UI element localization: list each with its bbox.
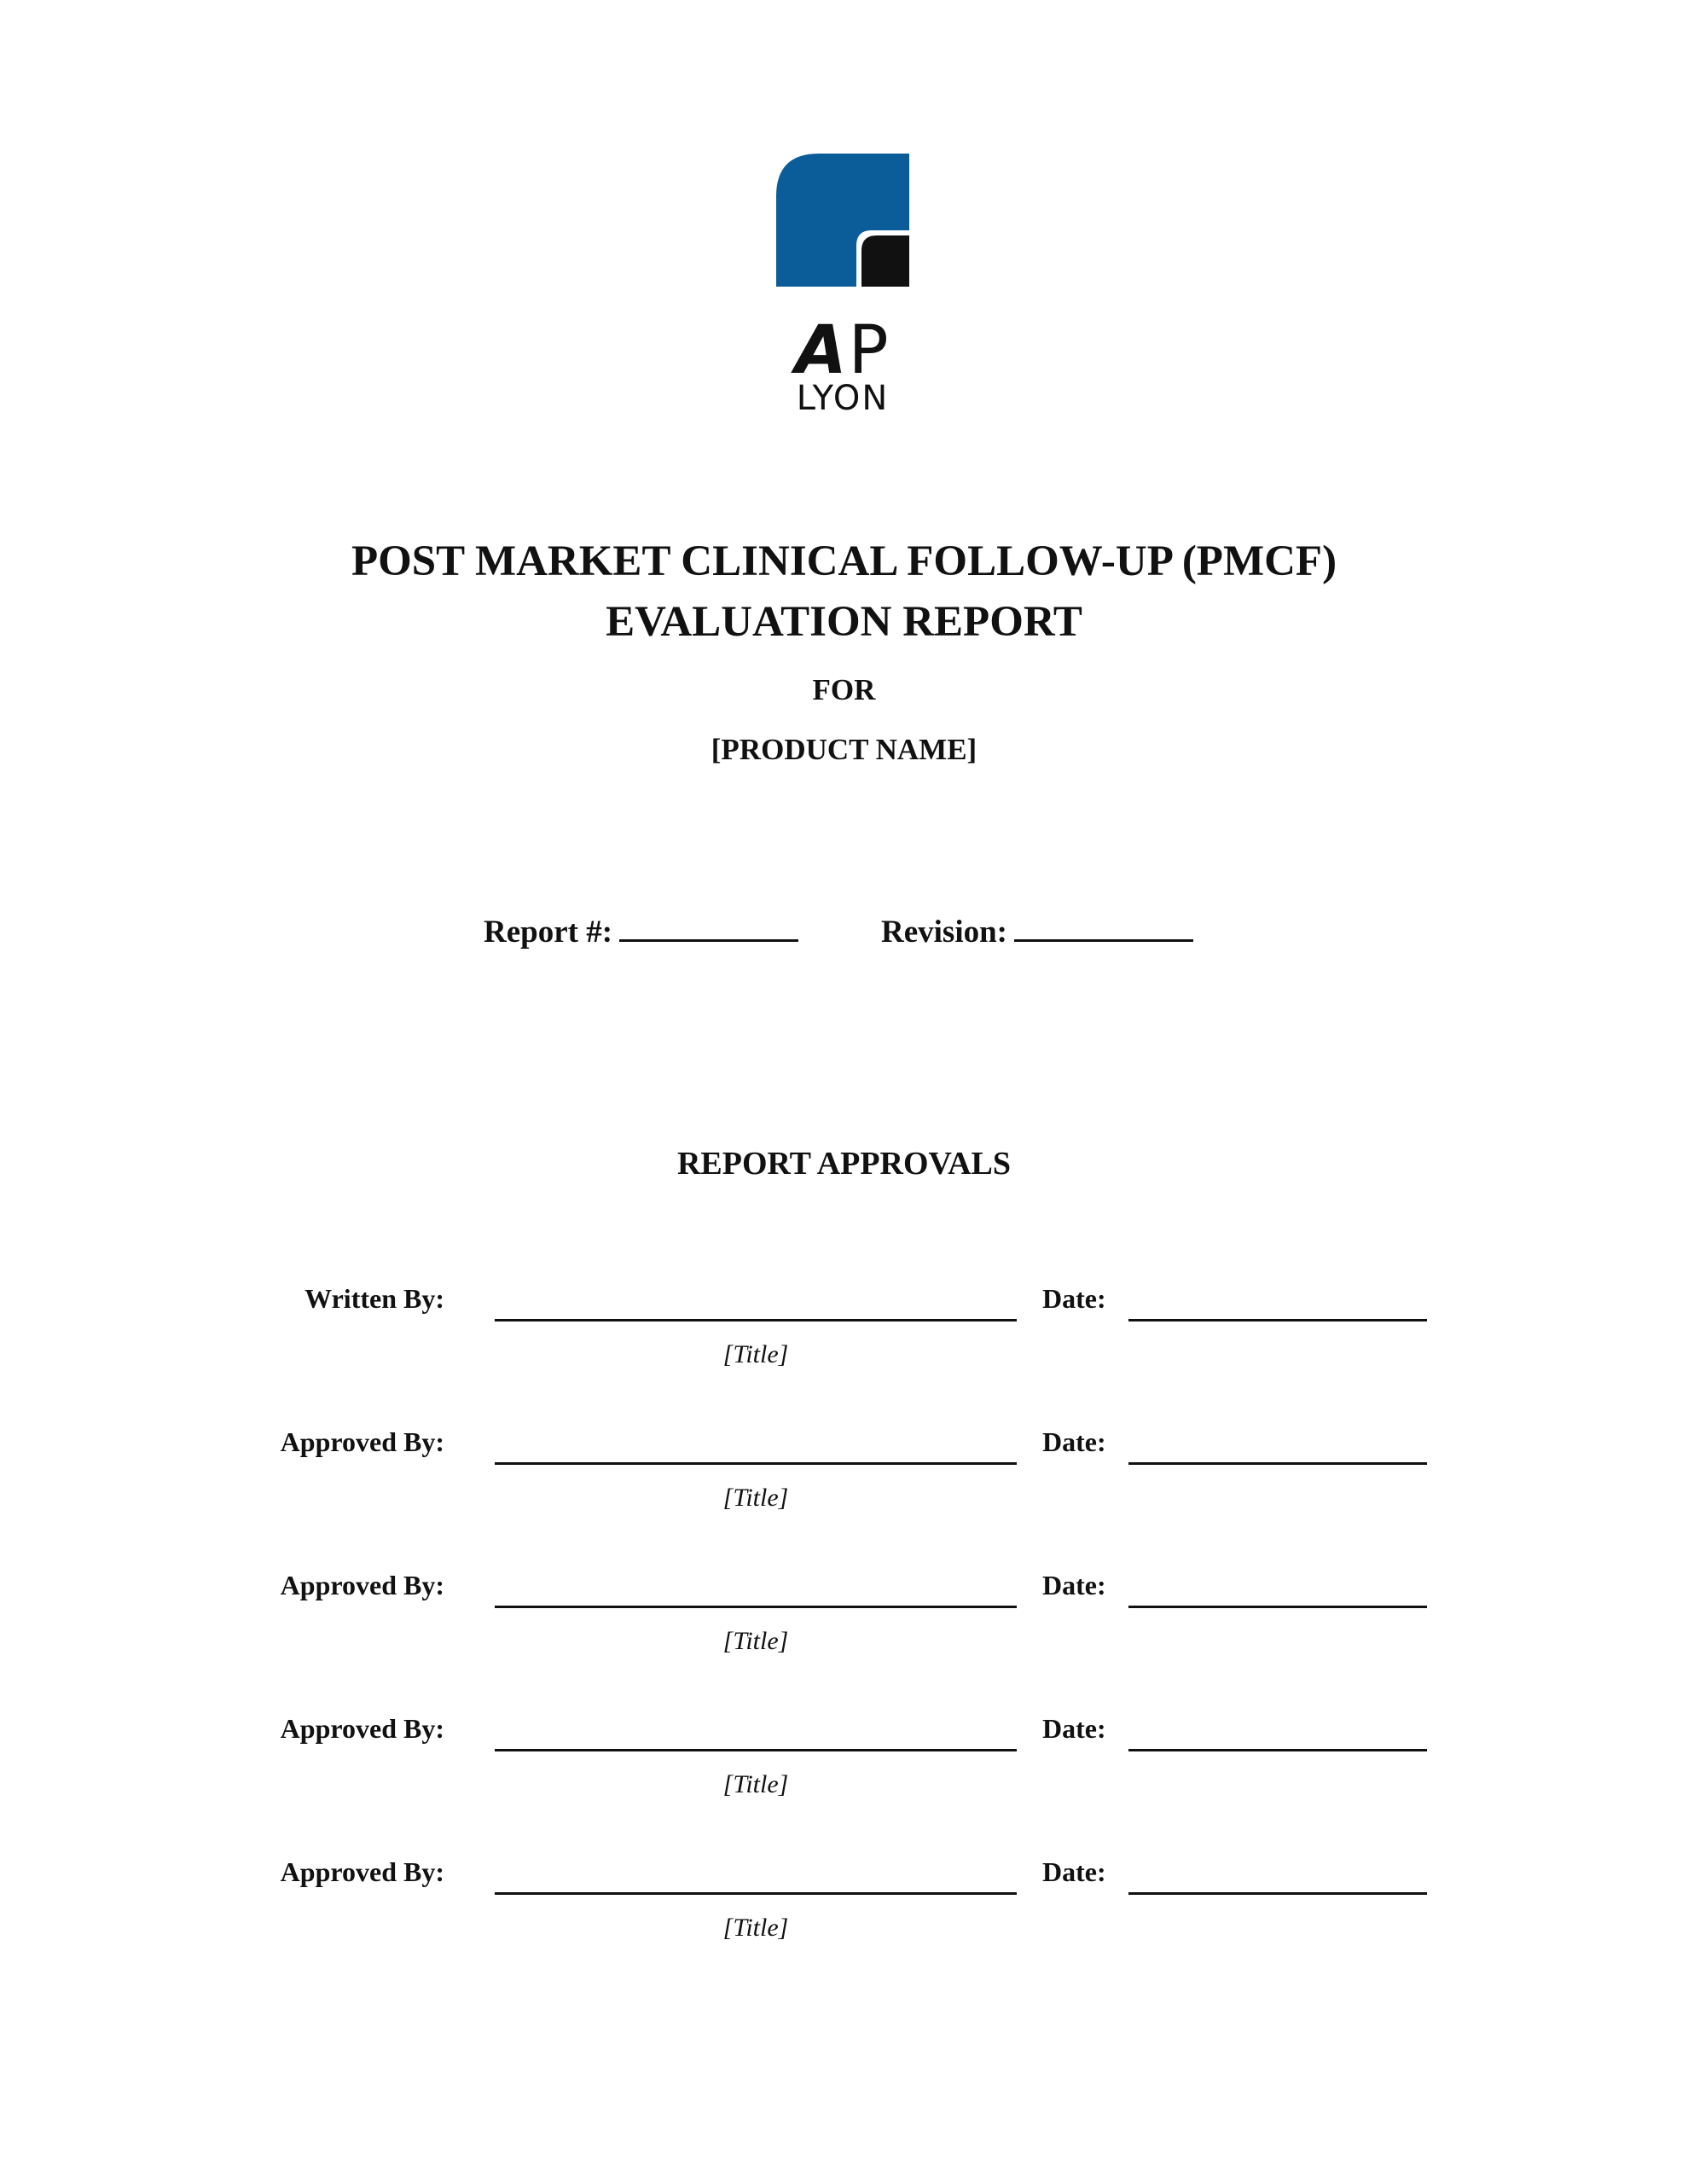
signature-line[interactable] bbox=[495, 1892, 1017, 1895]
logo-letter-a: A bbox=[795, 312, 849, 389]
revision-label: Revision: bbox=[881, 915, 1007, 950]
ap-lyon-logo-icon bbox=[776, 154, 909, 287]
revision-field bbox=[881, 907, 1193, 948]
date-label: Date: bbox=[1042, 1856, 1106, 1887]
logo-wordmark bbox=[776, 312, 909, 389]
date-label: Date: bbox=[1042, 1283, 1106, 1314]
report-approvals-heading: REPORT APPROVALS bbox=[676, 1146, 1012, 1182]
document-title-line-2: EVALUATION REPORT bbox=[606, 598, 1082, 646]
for-label: FOR bbox=[812, 673, 876, 706]
approval-role-label: Approved By: bbox=[280, 1426, 444, 1457]
report-number-field bbox=[484, 907, 798, 948]
approval-row-approved-3 bbox=[0, 1711, 1688, 1854]
approval-role-label: Approved By: bbox=[280, 1713, 444, 1744]
title-placeholder: [Title] bbox=[722, 1627, 789, 1655]
approval-row-approved-2 bbox=[0, 1567, 1688, 1711]
document-title-line-1: POST MARKET CLINICAL FOLLOW-UP (PMCF) bbox=[351, 537, 1337, 585]
approval-role-label: Written By: bbox=[305, 1283, 444, 1314]
title-placeholder: [Title] bbox=[722, 1914, 789, 1942]
date-line[interactable] bbox=[1128, 1462, 1427, 1465]
date-line[interactable] bbox=[1128, 1892, 1427, 1895]
title-placeholder: [Title] bbox=[722, 1484, 789, 1512]
approval-role-label: Approved By: bbox=[280, 1570, 444, 1600]
signature-line[interactable] bbox=[495, 1606, 1017, 1608]
date-line[interactable] bbox=[1128, 1606, 1427, 1608]
logo-city: LYON bbox=[796, 379, 890, 418]
report-number-label: Report #: bbox=[484, 915, 613, 950]
signature-line[interactable] bbox=[495, 1319, 1017, 1321]
date-line[interactable] bbox=[1128, 1749, 1427, 1751]
approval-row-written bbox=[0, 1281, 1688, 1424]
logo-letter-p: P bbox=[848, 312, 890, 389]
date-label: Date: bbox=[1042, 1713, 1106, 1744]
title-placeholder: [Title] bbox=[722, 1770, 789, 1798]
signature-line[interactable] bbox=[495, 1749, 1017, 1751]
approval-role-label: Approved By: bbox=[280, 1856, 444, 1887]
approval-row-approved-4 bbox=[0, 1854, 1688, 1997]
date-label: Date: bbox=[1042, 1426, 1106, 1457]
date-label: Date: bbox=[1042, 1570, 1106, 1600]
signature-line[interactable] bbox=[495, 1462, 1017, 1465]
date-line[interactable] bbox=[1128, 1319, 1427, 1321]
product-name: [PRODUCT NAME] bbox=[711, 733, 977, 766]
title-placeholder: [Title] bbox=[722, 1340, 789, 1368]
approval-row-approved-1 bbox=[0, 1424, 1688, 1567]
revision-blank[interactable] bbox=[1014, 907, 1193, 942]
report-number-blank[interactable] bbox=[619, 907, 798, 942]
